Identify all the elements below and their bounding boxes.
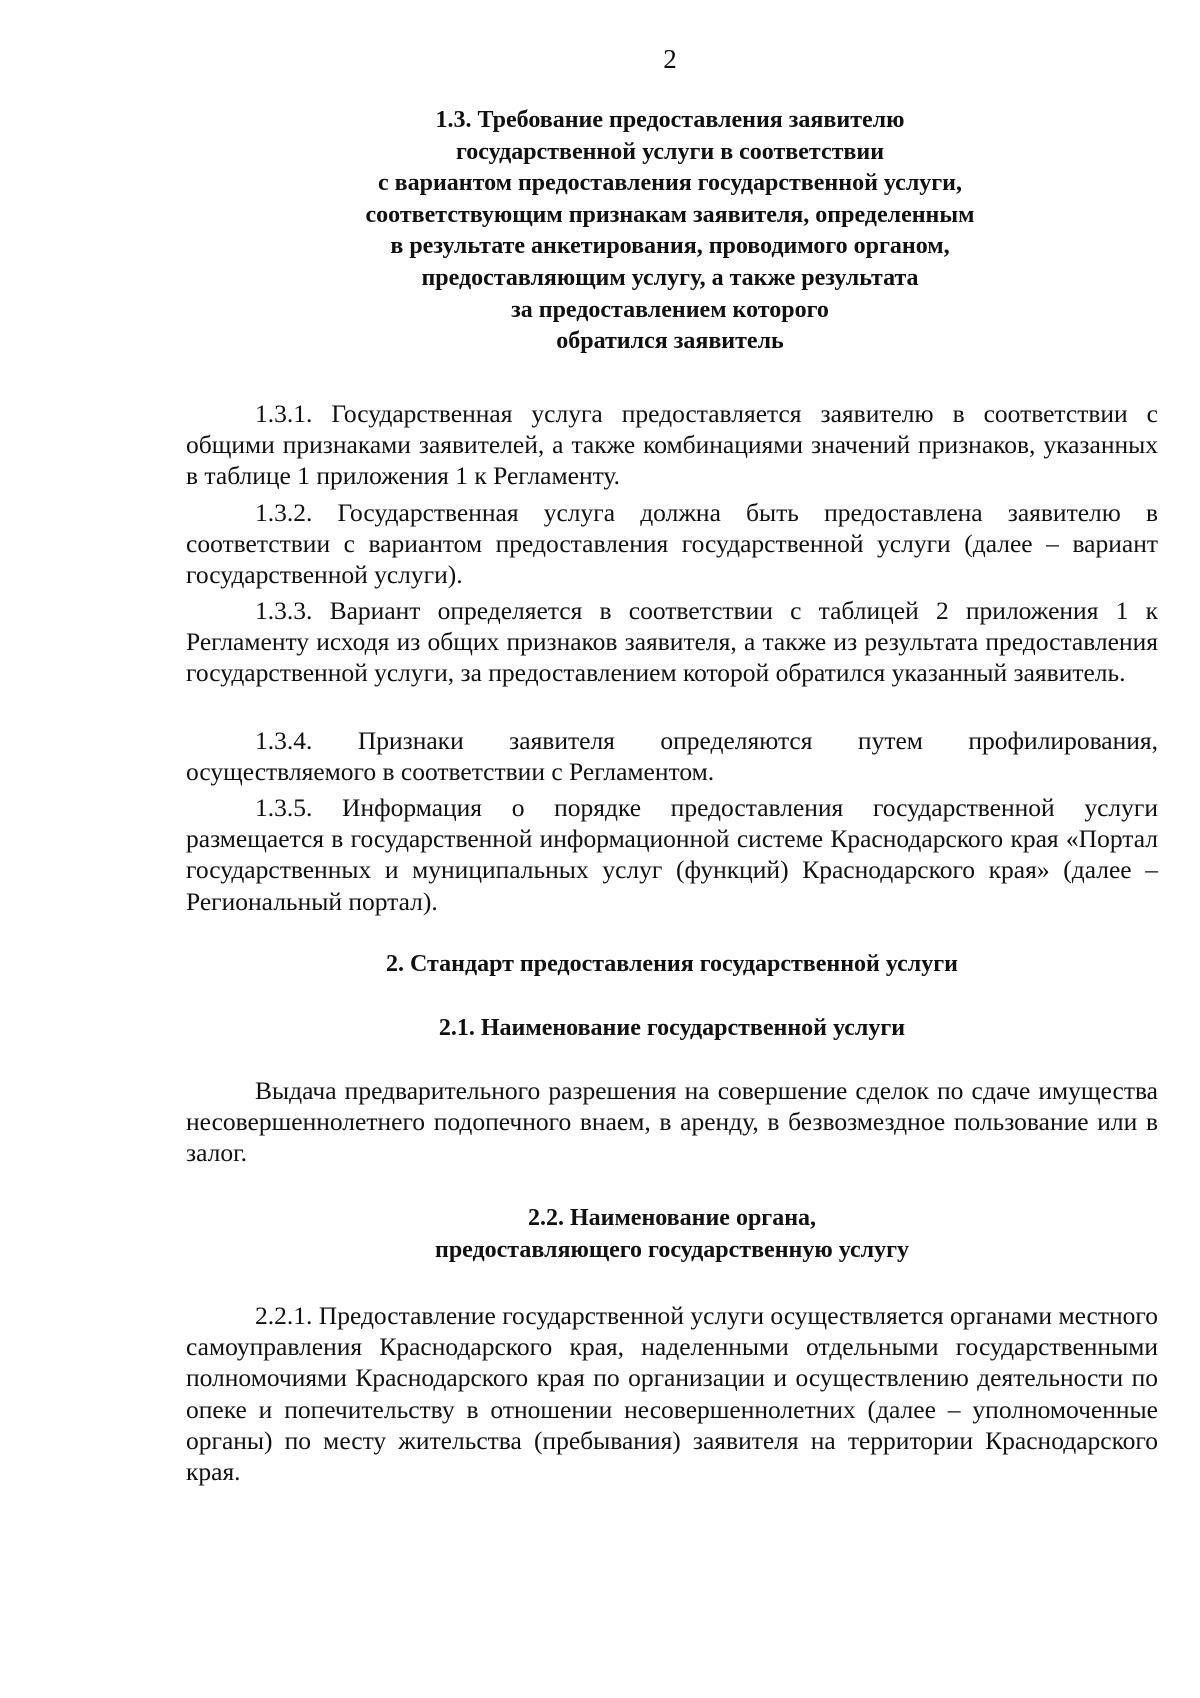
paragraph-1-3-3: 1.3.3. Вариант определяется в соответствии с таблицей 2 приложения 1 к Регламенту исходя из общих признаков заявителя, а также из результата предоставления государственной услуги, за предоставлением которой обратился указанный заявитель. <box>186 596 1158 688</box>
section-1-3-heading <box>280 105 1060 358</box>
heading-line: предоставляющего государственную услугу <box>435 1236 909 1263</box>
paragraph-1-3-2: 1.3.2. Государственная услуга должна быть предоставлена заявителю в соответствии с вариантом предоставления государственной услуги (далее – вариант государственной услуги). <box>186 498 1158 590</box>
paragraph-1-3-5: 1.3.5. Информация о порядке предоставления государственной услуги размещается в государственной информационной системе Краснодарского края «Портал государственных и муниципальных услуг (функций) Краснодарского края» (далее – Региональный портал). <box>186 793 1158 916</box>
section-2-2-heading <box>186 1203 1158 1266</box>
paragraph-1-3-1: 1.3.1. Государственная услуга предоставляется заявителю в соответствии с общими признаками заявителей, а также комбинациями значений признаков, указанных в таблице 1 приложения 1 к Регламенту. <box>186 399 1158 491</box>
heading-line: предоставляющим услугу, а также результата <box>421 264 919 291</box>
heading-line: в результате анкетирования, проводимого органом, <box>390 233 950 260</box>
paragraph-2-2-1: 2.2.1. Предоставление государственной услуги осуществляется органами местного самоуправления Краснодарского края, наделенными отдельными государственными полномочиями Краснодарского края по организации и осуществлению деятельности по опеке и попечительству в отношении несовершеннолетних (далее – уполномоченные органы) по месту жительства (пребывания) заявителя на территории Краснодарского края. <box>186 1301 1158 1487</box>
heading-line: государственной услуги в соответствии <box>455 138 885 165</box>
heading-line: 2.2. Наименование органа, <box>527 1205 817 1231</box>
heading-line: обратился заявитель <box>556 328 784 355</box>
heading-line: соответствующим признакам заявителя, определенным <box>365 201 975 228</box>
paragraph-2-1: Выдача предварительного разрешения на совершение сделок по сдаче имущества несовершеннолетнего подопечного внаем, в аренду, в безвозмездное пользование или в залог. <box>186 1076 1158 1168</box>
heading-line: с вариантом предоставления государственной услуги, <box>377 170 963 197</box>
section-2-1-heading: 2.1. Наименование государственной услуги <box>438 1015 906 1041</box>
heading-line: 1.3. Требование предоставления заявителю <box>435 107 905 133</box>
paragraph-1-3-4: 1.3.4. Признаки заявителя определяются путем профилирования, осуществляемого в соответствии с Регламентом. <box>186 726 1158 787</box>
page-number: 2 <box>663 44 677 74</box>
heading-line: за предоставлением которого <box>511 296 829 323</box>
section-2-heading: 2. Стандарт предоставления государственной услуги <box>386 951 958 977</box>
